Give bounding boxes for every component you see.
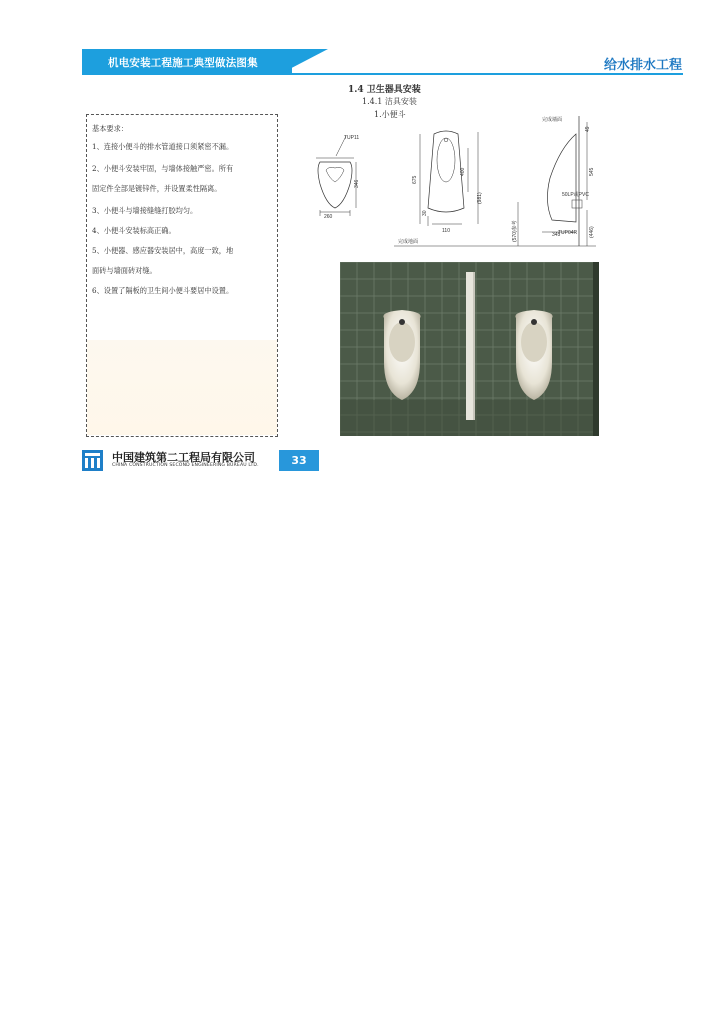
dim-text: 346 bbox=[354, 179, 360, 188]
company-name-en: CHINA CONSTRUCTION SECOND ENGINEERING BUREAU LTD. bbox=[112, 463, 259, 468]
dim-text: 260 bbox=[324, 214, 333, 220]
model-label: TUP11 bbox=[344, 135, 360, 141]
requirement-line: 4、小便斗安装标高正确。 bbox=[92, 226, 176, 235]
requirements-heading: 基本要求： bbox=[92, 124, 128, 133]
dim-text: (981) bbox=[477, 192, 483, 204]
page-number: 33 bbox=[279, 450, 319, 471]
top-view bbox=[316, 135, 360, 220]
dim-text: 545 bbox=[589, 167, 595, 176]
atlas-title: 机电安装工程施工典型做法图集 bbox=[108, 57, 258, 69]
dim-text: (570)参考 bbox=[512, 220, 518, 242]
urinal-installation-drawing bbox=[296, 112, 601, 257]
company-name: 中国建筑第二工程局有限公司 bbox=[112, 451, 255, 464]
subsection-title: 1.4.1 洁具安装 bbox=[362, 97, 417, 106]
requirement-line: 固定件全部是镀锌件，并设置柔性隔离。 bbox=[92, 184, 222, 193]
partition-panel bbox=[466, 272, 474, 420]
model-label: TUP04R bbox=[558, 230, 578, 236]
dim-text: 110 bbox=[442, 228, 450, 234]
right-urinal bbox=[515, 310, 552, 400]
chapter-title: 给水排水工程 bbox=[603, 58, 682, 73]
installed-urinals-photo bbox=[340, 262, 599, 436]
dim-text: 400 bbox=[460, 167, 466, 176]
floor-label: 完成地面 bbox=[398, 239, 419, 245]
dim-text: 30 bbox=[422, 210, 428, 216]
left-urinal bbox=[383, 310, 420, 400]
company-logo bbox=[82, 450, 103, 471]
requirement-line: 6、设置了隔板的卫生间小便斗要居中设置。 bbox=[92, 286, 234, 295]
dim-text: 49 bbox=[585, 126, 591, 132]
pipe-label: 50LP或PVC bbox=[562, 192, 589, 198]
dim-text: 675 bbox=[412, 175, 418, 184]
section-title: 1.4 卫生器具安装 bbox=[348, 85, 421, 95]
header-rule bbox=[82, 73, 683, 75]
wall-label: 完成墙面 bbox=[542, 117, 563, 123]
dim-text: (446) bbox=[589, 226, 595, 238]
dim-text: 345 bbox=[552, 232, 561, 238]
header-banner-slant bbox=[280, 49, 328, 74]
side-view bbox=[511, 116, 595, 246]
requirement-line: 3、小便斗与墙接缝缝打胶均匀。 bbox=[92, 206, 198, 215]
requirements-box-shade bbox=[87, 340, 277, 435]
requirement-line: 1、连接小便斗的排水管道接口须紧密不漏。 bbox=[92, 142, 234, 151]
requirement-line: 5、小便器、感应器安装居中，高度一致，地 bbox=[92, 246, 234, 255]
front-view bbox=[412, 131, 483, 234]
requirement-line: 面砖与墙面砖对缝。 bbox=[92, 266, 157, 275]
item-title: 1.小便斗 bbox=[374, 110, 406, 119]
requirement-line: 2、小便斗安装牢固，与墙体接触严密。所有 bbox=[92, 164, 234, 173]
